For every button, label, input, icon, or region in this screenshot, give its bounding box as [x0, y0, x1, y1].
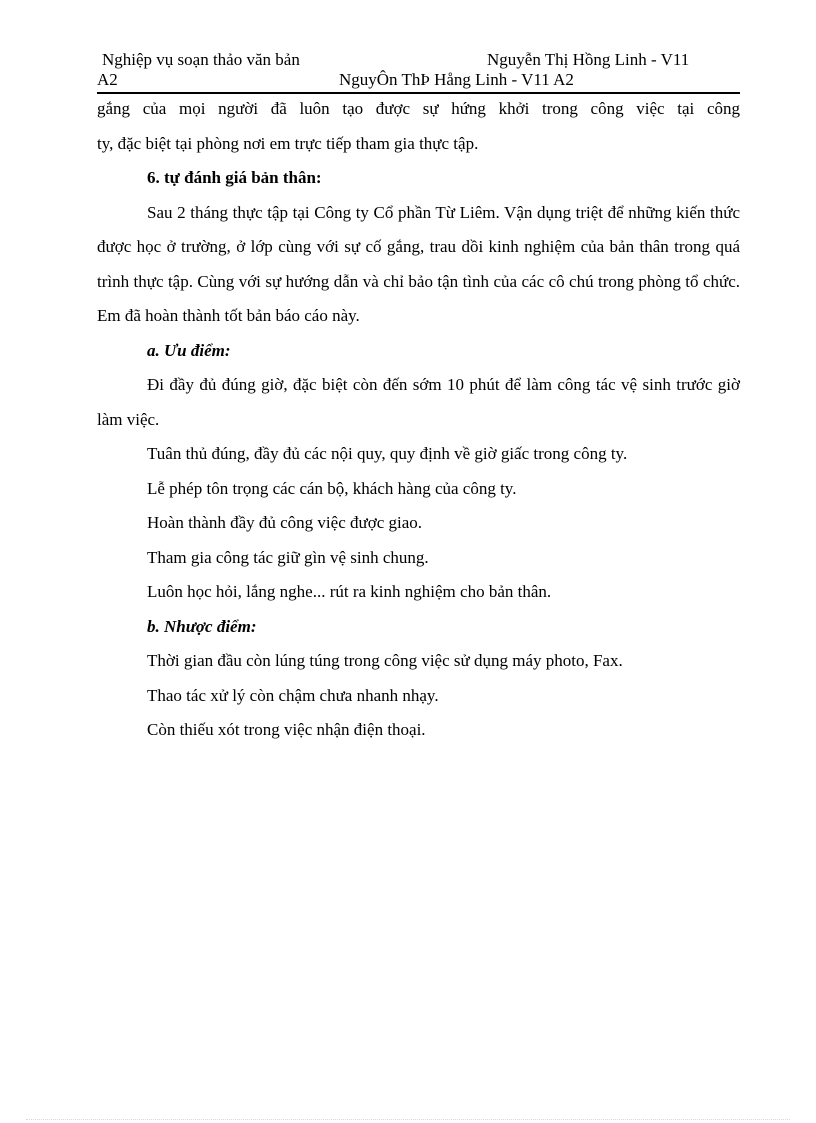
page-bottom-border	[26, 1119, 790, 1120]
header-row-1	[97, 50, 740, 70]
subheading-weaknesses: b. Nhược điểm:	[147, 616, 257, 636]
header-author: Nguyễn Thị Hồng Linh - V11	[487, 50, 690, 69]
strength-item: Hoàn thành đầy đủ công việc được giao.	[147, 513, 423, 532]
weakness-item: Thời gian đầu còn lúng túng trong công việc sử dụng máy photo, Fax.	[147, 651, 623, 670]
section-heading-self-assessment: 6. tự đánh giá bản thân:	[147, 168, 322, 187]
header-author-encoded: NguyÔn ThÞ Hång Linh - V11 A2	[339, 70, 574, 89]
header-row-2	[97, 70, 740, 90]
strength-item: Luôn học hỏi, lắng nghe... rút ra kinh nghiệm cho bản thân.	[147, 582, 552, 601]
strength-item: Tuân thủ đúng, đầy đủ các nội quy, quy định về giờ giấc trong công ty.	[147, 444, 628, 463]
paragraph-continued-line-1: gắng của mọi người đã luôn tạo được sự hứng khởi trong công việc tại công	[97, 99, 740, 118]
paragraph-continued-line-2: ty, đặc biệt tại phòng nơi em trực tiếp tham gia thực tập.	[97, 133, 479, 153]
page-header	[97, 50, 740, 90]
strength-item: Đi đầy đủ đúng giờ, đặc biệt còn đến sớm 10 phút để làm công tác vệ sinh trước giờ làm việc.	[97, 375, 740, 429]
header-class-wrap: A2	[97, 70, 118, 89]
weakness-item: Còn thiếu xót trong việc nhận điện thoại.	[147, 720, 426, 739]
header-subject: Nghiệp vụ soạn thảo văn bản	[102, 50, 300, 69]
weakness-item: Thao tác xử lý còn chậm chưa nhanh nhạy.	[147, 685, 439, 705]
document-body	[97, 92, 740, 748]
subheading-strengths: a. Ưu điểm:	[147, 340, 231, 360]
paragraph-self-assessment: Sau 2 tháng thực tập tại Công ty Cổ phần Từ Liêm. Vận dụng triệt để những kiến thức được học ở trường, ở lớp cùng với sự cố gắng, trau dồi kinh nghiệm của bản thân trong quá trình thực tập. Cùng với sự hướng dẫn và chỉ bảo tận tình của các cô chú trong phòng tổ chức. Em đã hoàn thành tốt bản báo cáo này.	[97, 202, 740, 325]
strength-item: Tham gia công tác giữ gìn vệ sinh chung.	[147, 547, 429, 567]
strength-item: Lễ phép tôn trọng các cán bộ, khách hàng của công ty.	[147, 478, 517, 498]
